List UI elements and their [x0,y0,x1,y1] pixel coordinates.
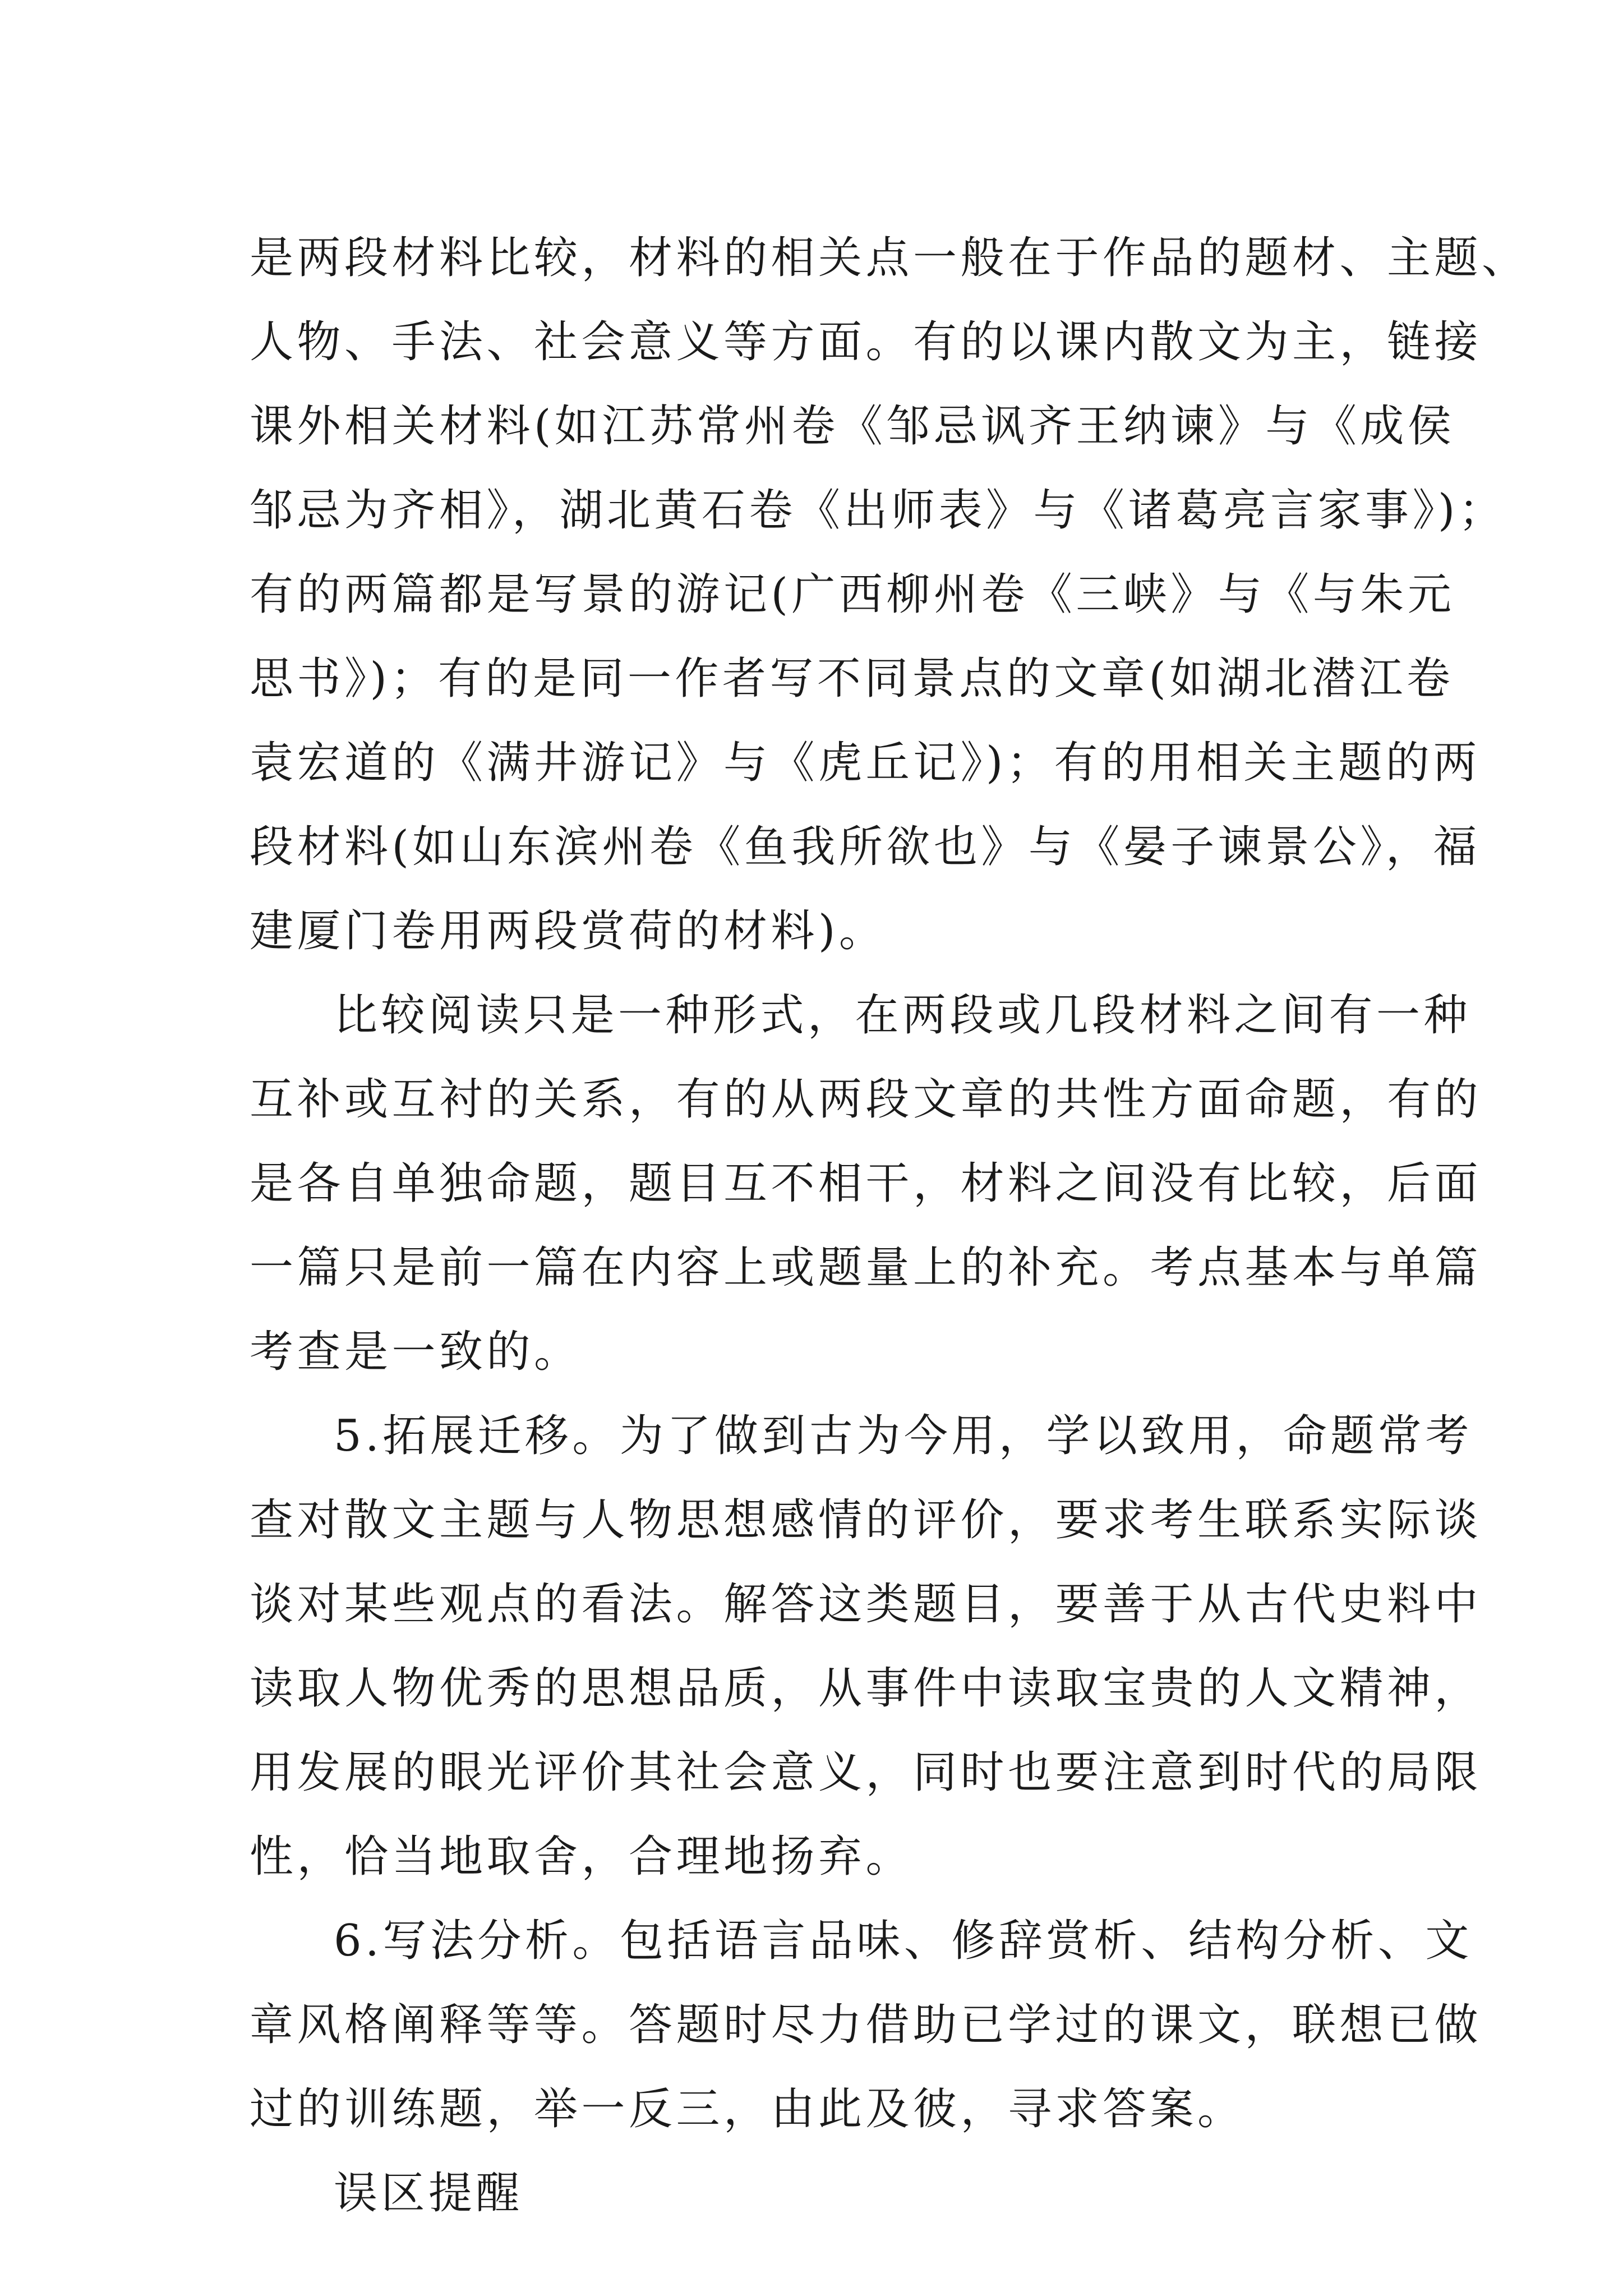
text-line: 袁宏道的《满井游记》与《虎丘记》)；有的用相关主题的两 [250,738,1481,788]
paragraph-first-line: 比较阅读只是一种形式，在两段或几段材料之间有一种 [334,990,1472,1041]
paragraph-first-line: 6.写法分析。包括语言品味、修辞赏析、结构分析、文 [334,1916,1473,1966]
text-line: 用发展的眼光评价其社会意义，同时也要注意到时代的局限 [250,1747,1482,1798]
text-line: 查对散文主题与人物思想感情的评价，要求考生联系实际谈 [250,1495,1482,1545]
text-line: 过的训练题，举一反三，由此及彼，寻求答案。 [250,2084,1245,2134]
text-line: 课外相关材料(如江苏常州卷《邹忌讽齐王纳谏》与《成侯 [250,401,1455,452]
text-line: 互补或互衬的关系，有的从两段文章的共性方面命题，有的 [250,1074,1482,1125]
text-line: 性，恰当地取舍，合理地扬弃。 [250,1832,914,1882]
text-line: 建厦门卷用两段赏荷的材料)。 [250,906,887,956]
text-line: 章风格阐释等等。答题时尽力借助已学过的课文，联想已做 [250,2000,1482,2050]
text-line: 思书》)；有的是同一作者写不同景点的文章(如湖北潜江卷 [250,654,1454,704]
text-line: 读取人物优秀的思想品质，从事件中读取宝贵的人文精神， [250,1663,1482,1714]
text-line: 邹忌为齐相》，湖北黄石卷《出师表》与《诸葛亮言家事》)； [250,485,1506,536]
text-line: 人物、手法、社会意义等方面。有的以课内散文为主，链接 [250,317,1482,367]
text-line: 谈对某些观点的看法。解答这类题目，要善于从古代史料中 [250,1579,1482,1630]
text-line: 一篇只是前一篇在内容上或题量上的补充。考点基本与单篇 [250,1243,1482,1293]
text-line: 是各自单独命题，题目互不相干，材料之间没有比较，后面 [250,1158,1482,1209]
text-line: 考查是一致的。 [250,1327,582,1377]
text-line: 是两段材料比较，材料的相关点一般在于作品的题材、主题、 [250,233,1529,283]
paragraph-first-line: 5.拓展迁移。为了做到古为今用，学以致用，命题常考 [334,1411,1473,1461]
section-heading: 误区提醒 [334,2168,524,2219]
text-line: 段材料(如山东滨州卷《鱼我所欲也》与《晏子谏景公》，福 [250,822,1481,872]
text-line: 有的两篇都是写景的游记(广西柳州卷《三峡》与《与朱元 [250,569,1455,620]
